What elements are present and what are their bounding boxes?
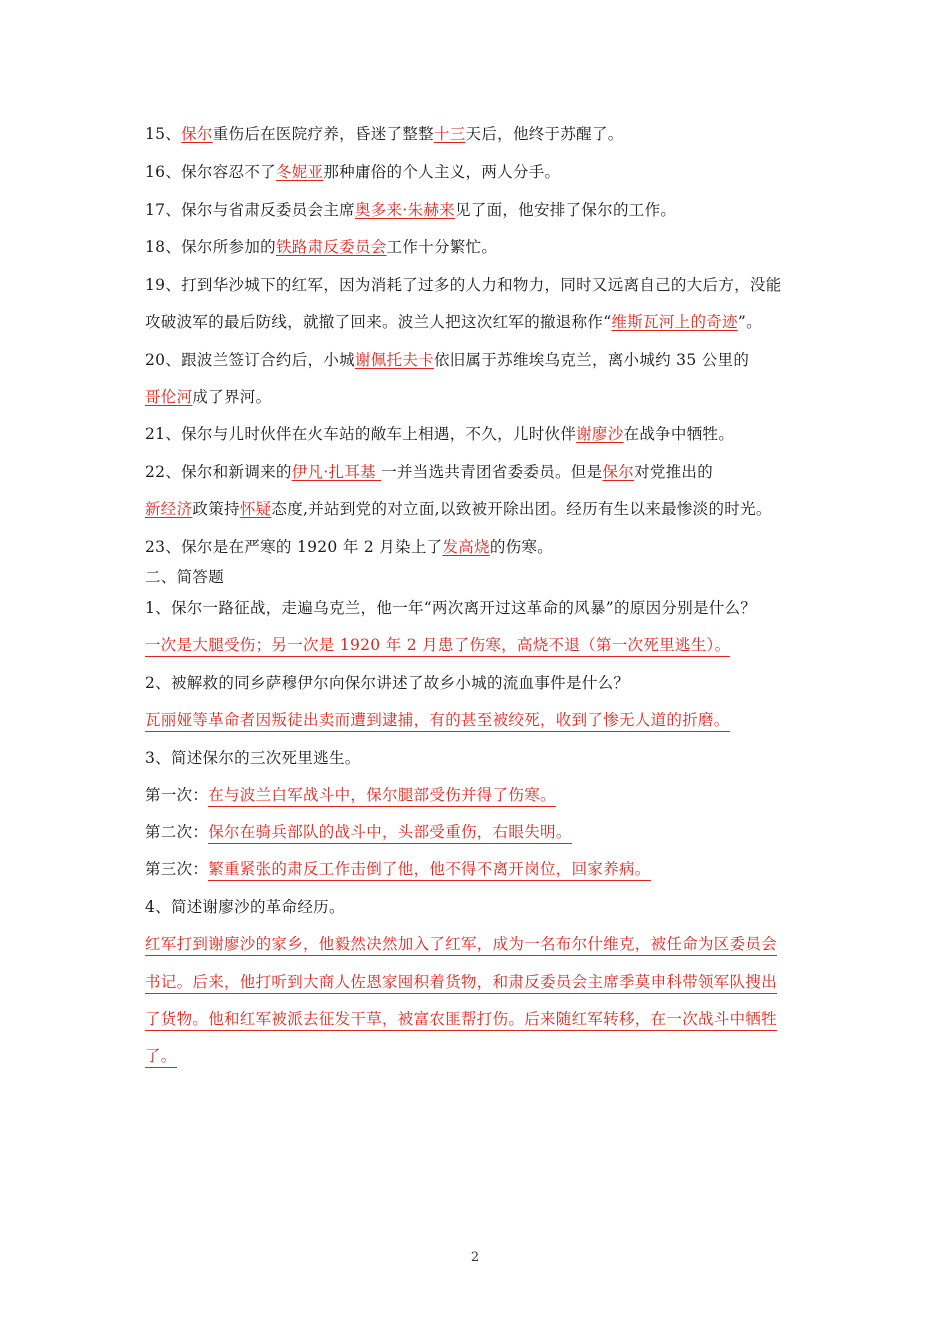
short-answer-2 [145, 710, 730, 732]
escape-item-1 [145, 785, 556, 807]
question-text: 攻破波军的最后防线，就撤了回来。波兰人把这次红军的撤退称作“ [145, 313, 612, 331]
question-16 [145, 162, 560, 182]
question-21 [145, 424, 734, 444]
question-text: 21、保尔与儿时伙伴在火车站的敞车上相遇，不久，儿时伙伴 [145, 425, 577, 443]
question-20-line-1 [145, 350, 749, 370]
question-19-line-1 [145, 275, 782, 295]
question-text: 那种庸俗的个人主义，两人分手。 [323, 163, 561, 181]
short-question-1: 1、保尔一路征战，走遍乌克兰，他一年“两次离开过这革命的风暴”的原因分别是什么？ [145, 599, 757, 617]
question-text: ”。 [737, 313, 762, 331]
question-23 [145, 537, 553, 557]
question-17 [145, 200, 676, 220]
answer-blank: 哥伦河 [145, 388, 193, 406]
answer-text: 书记。后来，他打听到大商人佐恩家囤积着货物，和肃反委员会主席季莫申科带领军队搜出 [145, 972, 777, 994]
answer-text: 在与波兰白军战斗中，保尔腿部受伤并得了伤寒。 [208, 785, 556, 807]
answer-text: 了。 [145, 1046, 177, 1068]
answer-blank: 奥多来·朱赫来 [354, 201, 455, 219]
item-label: 第三次： [145, 860, 209, 878]
question-text: 15、 [145, 125, 182, 143]
question-text: 20、跟波兰签订合约后，小城 [145, 351, 355, 369]
escape-item-3 [145, 859, 651, 881]
question-text: 依旧属于苏维埃乌克兰，离小城约 35 公里的 [433, 351, 750, 369]
answer-blank: 保尔 [181, 125, 213, 143]
answer-text: 繁重紧张的肃反工作击倒了他，他不得不离开岗位，回家养病。 [208, 859, 650, 881]
answer-text: 一次是大腿受伤；另一次是 1920 年 2 月患了伤寒，高烧不退（第一次死里逃生）。 [145, 635, 730, 657]
short-answer-4-line-3 [145, 1009, 777, 1031]
question-22-line-1 [145, 462, 713, 482]
question-text: 政策持 [192, 500, 240, 518]
question-text: 在战争中牺牲。 [623, 425, 735, 443]
question-19-line-2 [145, 312, 762, 332]
answer-blank: 保尔 [602, 463, 635, 481]
answer-blank: 谢廖沙 [576, 425, 624, 443]
short-answer-4-line-1 [145, 934, 777, 956]
question-text: 16、保尔容忍不了 [145, 163, 276, 181]
question-20-line-2 [145, 387, 271, 407]
question-15 [145, 124, 624, 144]
answer-blank: 怀疑 [239, 500, 272, 518]
question-text: 19、打到华沙城下的红军，因为消耗了过多的人力和物力，同时又远离自己的大后方，没能 [145, 276, 782, 294]
short-question-2: 2、被解救的同乡萨穆伊尔向保尔讲述了故乡小城的流血事件是什么？ [145, 674, 630, 692]
question-text: 的伤寒。 [489, 538, 554, 556]
answer-blank: 伊凡·扎耳基 [291, 463, 382, 481]
item-label: 第一次： [145, 786, 209, 804]
short-answer-4-line-2 [145, 972, 777, 994]
question-18 [145, 237, 497, 257]
question-text: 工作十分繁忙。 [386, 238, 498, 256]
page-number: 2 [470, 1250, 480, 1265]
short-question-4: 4、简述谢廖沙的革命经历。 [145, 898, 345, 916]
answer-blank: 冬妮亚 [275, 163, 324, 181]
question-text: 22、保尔和新调来的 [145, 463, 292, 481]
short-answer-4-line-4 [145, 1046, 187, 1068]
answer-blank: 发高烧 [442, 538, 490, 556]
short-answer-1 [145, 635, 730, 657]
question-text: 18、保尔所参加的 [145, 238, 276, 256]
section-heading: 二、简答题 [145, 568, 225, 586]
answer-blank: 谢佩托夫卡 [354, 351, 434, 369]
answer-text: 了货物。他和红军被派去征发干草，被富农匪帮打伤。后来随红军转移，在一次战斗中牺牲 [145, 1009, 777, 1031]
question-text: 17、保尔与省肃反委员会主席 [145, 201, 355, 219]
answer-text: 瓦丽娅等革命者因叛徒出卖而遭到逮捕，有的甚至被绞死，收到了惨无人道的折磨。 [145, 710, 730, 732]
question-text: 重伤后在医院疗养，昏迷了整整 [212, 125, 434, 143]
question-text: 一并当选共青团省委委员。但是 [381, 463, 603, 481]
question-text: 23、保尔是在严寒的 1920 年 2 月染上了 [145, 538, 443, 556]
question-text: 见了面，他安排了保尔的工作。 [454, 201, 677, 219]
question-22-line-2 [145, 499, 772, 519]
question-text: 成了界河。 [192, 388, 272, 406]
answer-blank: 新经济 [145, 500, 193, 518]
answer-text: 保尔在骑兵部队的战斗中，头部受重伤，右眼失明。 [208, 822, 571, 844]
escape-item-2 [145, 822, 572, 844]
item-label: 第二次： [145, 823, 209, 841]
short-question-3: 3、简述保尔的三次死里逃生。 [145, 749, 361, 767]
question-text: 态度,并站到党的对立面,以致被开除出团。经历有生以来最惨淡的时光。 [271, 500, 772, 518]
answer-blank: 维斯瓦河上的奇迹 [611, 313, 738, 331]
answer-blank: 十三 [433, 125, 466, 143]
question-text: 对党推出的 [634, 463, 714, 481]
question-text: 天后，他终于苏醒了。 [465, 125, 624, 143]
answer-blank: 铁路肃反委员会 [275, 238, 387, 256]
answer-text: 红军打到谢廖沙的家乡，他毅然决然加入了红军，成为一名布尔什维克，被任命为区委员会 [145, 934, 777, 956]
